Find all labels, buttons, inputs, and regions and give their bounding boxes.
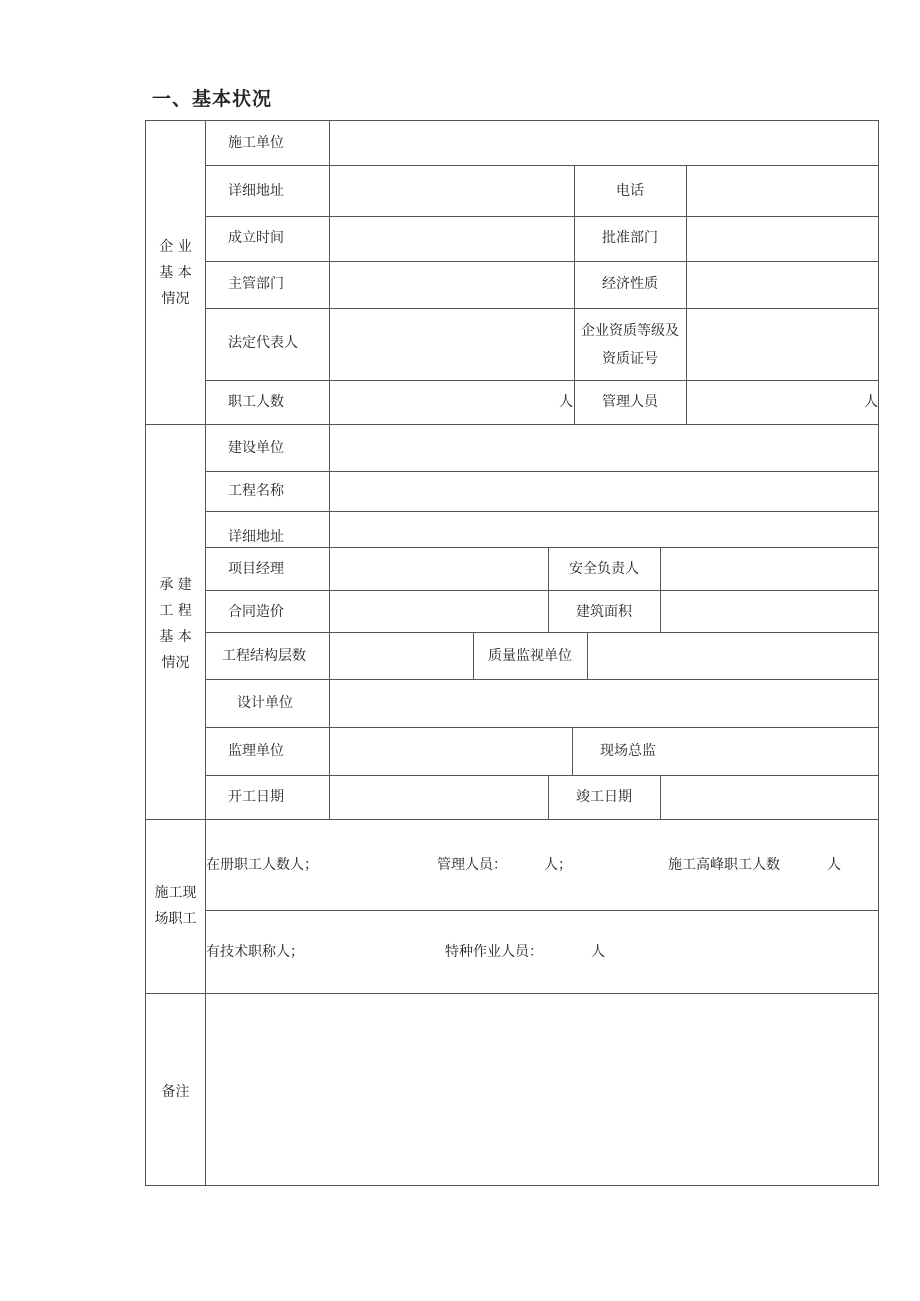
row-divider [205,261,878,262]
col-divider [660,775,661,819]
divider-enterprise-project [146,424,878,425]
unit-special-operators: 人 [591,944,605,960]
label-enterprise-address: 详细地址 [228,183,284,199]
unit-site-managers: 人； [544,857,572,873]
label-registered-staff: 在册职工人数人； [206,857,318,873]
col-divider [329,424,330,819]
row-divider [205,547,878,548]
project-section-label: 承 建 工 程 基 本 情况 [159,577,192,671]
label-project-manager: 项目经理 [228,561,284,577]
label-qualification-line2: 资质证号 [602,351,658,367]
unit-person: 人 [559,394,573,410]
row-divider [205,165,878,166]
label-phone: 电话 [616,183,644,199]
col-divider [587,632,588,679]
row-divider [205,727,878,728]
label-managers: 管理人员 [602,394,658,410]
label-approval-dept: 批准部门 [602,230,658,246]
label-founded: 成立时间 [228,230,284,246]
col-divider [660,547,661,632]
col-divider [574,165,575,424]
row-divider [205,910,878,911]
row-divider [205,380,878,381]
label-quality-supervision: 质量监视单位 [488,648,572,664]
label-floor-area: 建筑面积 [576,604,632,620]
row-divider [205,511,878,512]
label-site-managers: 管理人员： [437,857,507,873]
enterprise-section-label: 企 业 基 本 情况 [159,239,192,307]
site-staff-section-label: 施工现 场职工 [154,885,197,927]
row-divider [205,216,878,217]
label-structure-floors: 工程结构层数 [222,648,306,664]
unit-peak-staff: 人 [827,857,841,873]
label-supervisor-dept: 主管部门 [228,276,284,292]
label-project-name: 工程名称 [228,483,284,499]
label-technical-staff: 有技术职称人； [206,944,304,960]
label-contract-price: 合同造价 [228,604,284,620]
label-site-director: 现场总监 [600,743,656,759]
label-economic-nature: 经济性质 [602,276,658,292]
label-completion-date: 竣工日期 [576,789,632,805]
page-title: 一、基本状况 [152,88,273,110]
label-project-address: 详细地址 [228,529,284,545]
remarks-label: 备注 [161,1084,190,1100]
row-divider [205,679,878,680]
label-legal-rep: 法定代表人 [228,335,298,351]
col-divider [329,121,330,424]
label-construction-unit: 施工单位 [228,135,284,151]
label-qualification-line1: 企业资质等级及 [581,323,679,339]
row-divider [205,590,878,591]
col-divider [686,165,687,424]
label-column-divider [205,121,206,1185]
divider-staff-remarks [146,993,878,994]
label-design-unit: 设计单位 [237,695,293,711]
row-divider [205,632,878,633]
unit-person: 人 [864,394,878,410]
divider-project-staff [146,819,878,820]
row-divider [205,308,878,309]
row-divider [205,775,878,776]
row-divider [205,471,878,472]
label-special-operators: 特种作业人员： [445,944,543,960]
label-builder: 建设单位 [228,440,284,456]
label-start-date: 开工日期 [228,789,284,805]
label-staff-count: 职工人数 [228,394,284,410]
label-safety-lead: 安全负责人 [569,561,639,577]
basic-info-form [145,120,879,1186]
label-peak-staff: 施工高峰职工人数 [668,857,780,873]
label-supervision-unit: 监理单位 [228,743,284,759]
